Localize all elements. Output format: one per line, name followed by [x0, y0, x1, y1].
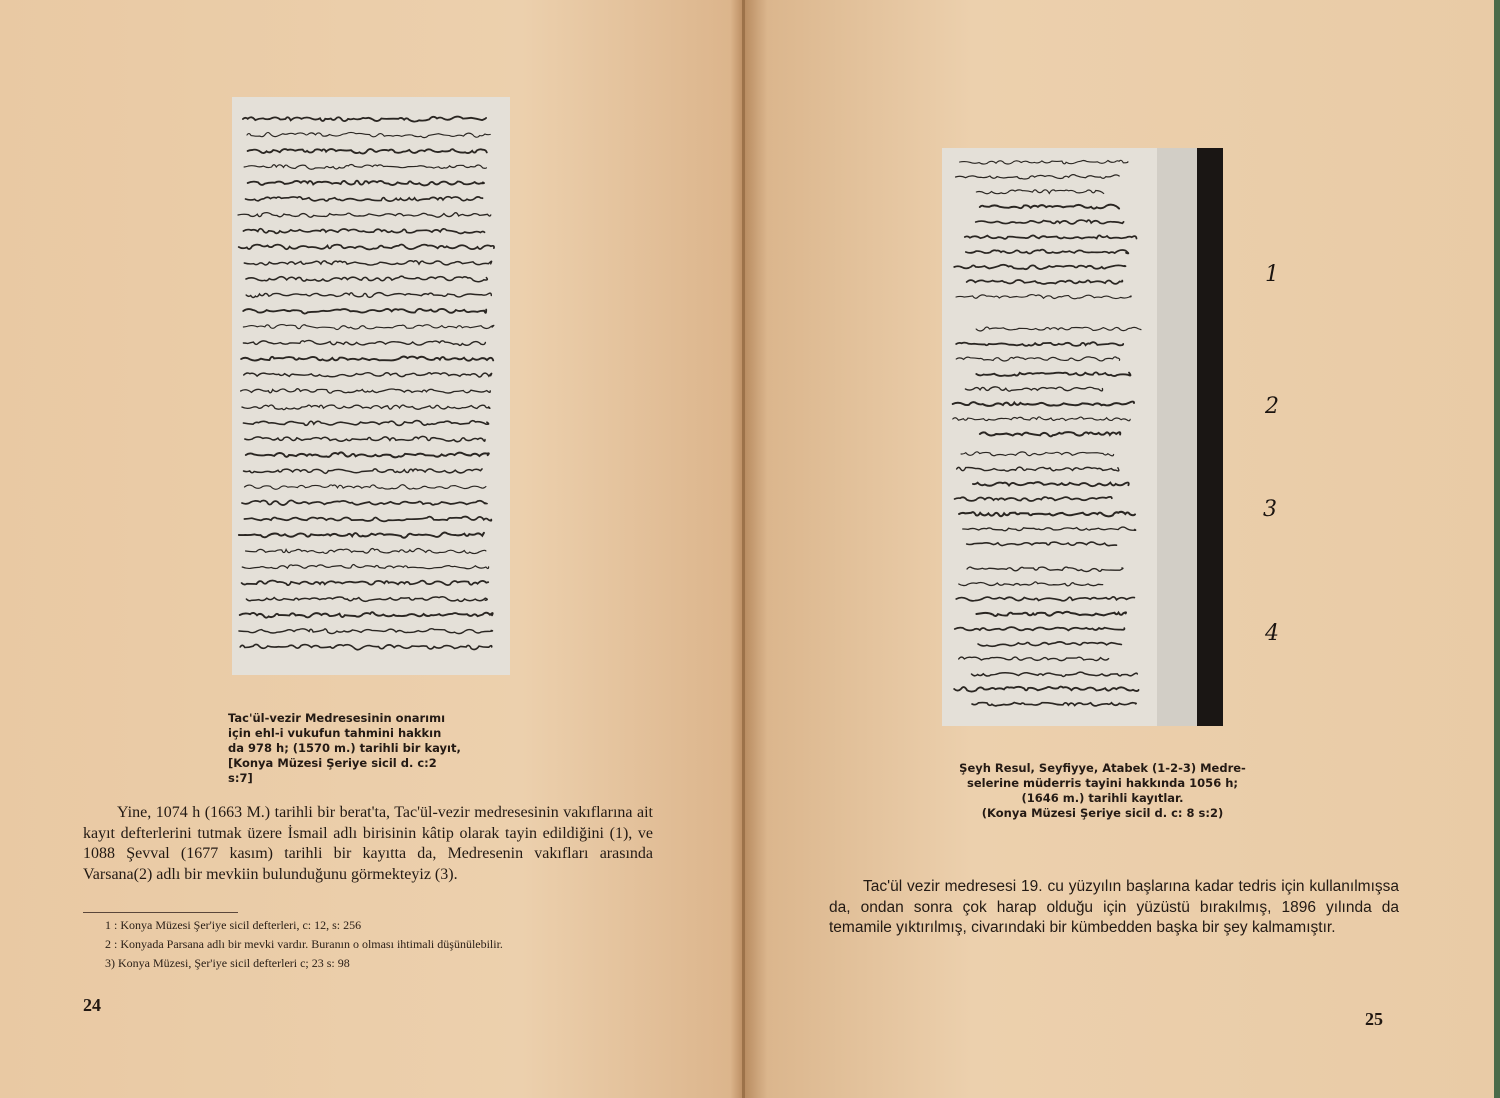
caption-line: selerine müderris tayini hakkında 1056 h;: [967, 776, 1238, 790]
left-figure-caption: [228, 711, 528, 786]
right-page: [745, 0, 1500, 1098]
caption-line: (1646 m.) tarihli kayıtlar.: [1021, 791, 1184, 805]
page-number-left: 24: [83, 995, 101, 1015]
page-number-right: 25: [1365, 1009, 1383, 1029]
footnote-1: 1 : Konya Müzesi Şer'iye sicil defterleri, c: 12, s: 256: [105, 918, 362, 932]
record-marker-1: 1: [1265, 262, 1279, 287]
right-figure-caption: [925, 761, 1280, 821]
caption-line: s:7]: [228, 771, 253, 785]
caption-line: [Konya Müzesi Şeriye sicil d. c:2: [228, 756, 437, 770]
body-paragraph: Yine, 1074 h (1663 M.) tarihli bir berat'ta, Tac'ül-vezir medresesinin vakıflarına ait kayıt defterlerini tutmak üzere İsmail adlı birisinin kâtip olarak tayin edildiğini (1), ve 1088 Şevval (1677 kasım) tarihli bir kayıtta da, Medresenin vakıfları arasında Varsana(2) adlı bir mevkiin bulunduğunu görmekteyiz (3).: [83, 804, 653, 883]
manuscript-records-photo: [942, 148, 1223, 726]
footnote-3: 3) Konya Müzesi, Şer'iye sicil defterleri c; 23 s: 98: [105, 956, 350, 970]
left-body-text: [83, 803, 653, 885]
caption-line: da 978 h; (1570 m.) tarihli bir kayıt,: [228, 741, 461, 755]
record-marker-3: 3: [1263, 497, 1277, 522]
caption-line: (Konya Müzesi Şeriye sicil d. c: 8 s:2): [981, 806, 1224, 820]
footnotes: [83, 917, 653, 971]
record-marker-4: 4: [1265, 621, 1279, 646]
photo-dark-edge: [1197, 148, 1223, 726]
caption-line: için ehl-i vukufun tahmini hakkın: [228, 726, 442, 740]
caption-line: Şeyh Resul, Seyfiyye, Atabek (1-2-3) Medre-: [959, 761, 1246, 775]
footnote-rule: [83, 912, 238, 913]
left-page: [0, 0, 745, 1098]
body-paragraph: Tac'ül vezir medresesi 19. cu yüzyılın başlarına kadar tedris için kullanılmışsa da, ondan sonra çok harap olduğu için yüzüstü bırakılmış, 1896 yılında da temamile yıktırılmış, civarındaki bir kümbedden başka bir şey kalmamıştır.: [829, 878, 1399, 936]
photo-shadow: [1157, 148, 1197, 726]
caption-line: Tac'ül-vezir Medresesinin onarımı: [228, 711, 446, 725]
right-body-text: [829, 877, 1399, 939]
manuscript-document-photo: [232, 97, 510, 675]
page-edge: [1494, 0, 1500, 1098]
record-marker-2: 2: [1265, 394, 1279, 419]
footnote-2: 2 : Konyada Parsana adlı bir mevki vardır. Buranın o olması ihtimali düşünülebilir.: [105, 937, 503, 951]
